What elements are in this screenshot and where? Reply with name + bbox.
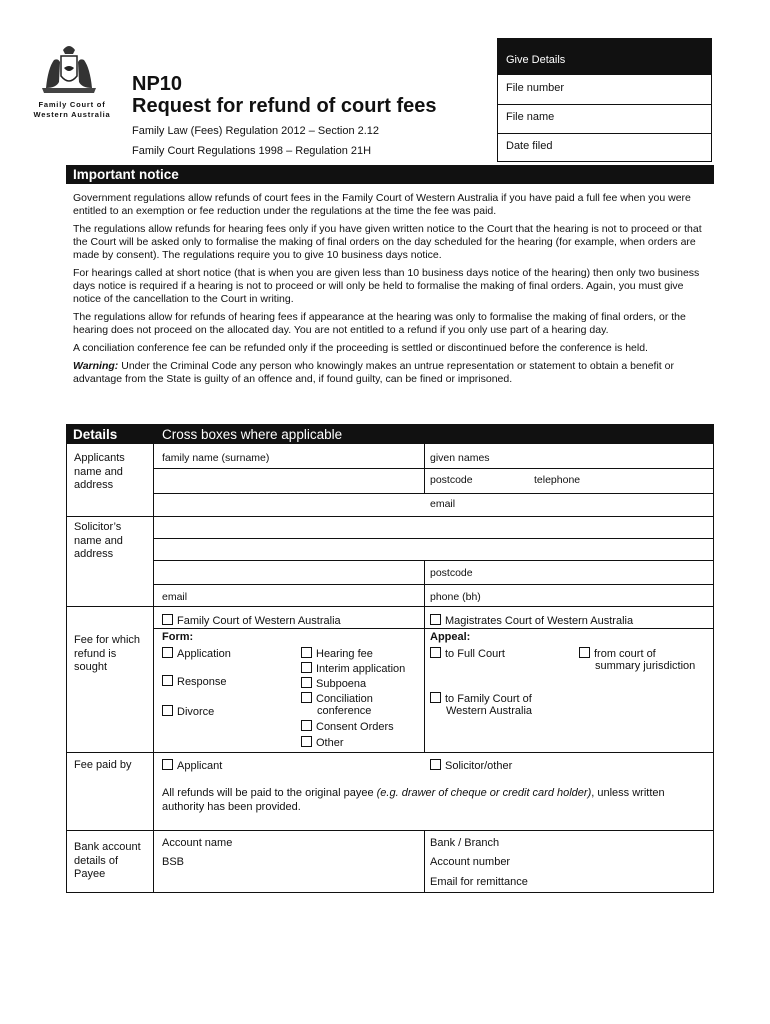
consent-orders-label: Consent Orders bbox=[316, 721, 394, 733]
form-section-label: Form: bbox=[162, 631, 194, 643]
divorce-checkbox[interactable] bbox=[162, 705, 173, 716]
account-name-field[interactable] bbox=[154, 831, 424, 851]
bsb-field[interactable] bbox=[154, 851, 424, 871]
important-notice-heading: Important notice bbox=[73, 167, 179, 182]
solicitor-other-label: Solicitor/other bbox=[445, 760, 513, 772]
bank-branch-field[interactable] bbox=[425, 831, 713, 851]
date-filed-label: Date filed bbox=[506, 140, 553, 152]
notice-paragraph-4: The regulations allow for refunds of hearing fees if appearance at the hearing was only to formalise the making of final orders, or the hearing does not proceed on the allocated day. You are not entitled to a refund if you only use part of a hearing day. bbox=[73, 311, 686, 336]
divorce-label: Divorce bbox=[177, 706, 215, 718]
solicitor-other-option[interactable] bbox=[430, 759, 512, 773]
bank-details-label: Bank account details of Payee bbox=[74, 841, 141, 880]
subpoena-option[interactable] bbox=[301, 677, 366, 691]
to-fcwa-label-line2: Western Australia bbox=[446, 705, 533, 717]
other-label: Other bbox=[316, 737, 344, 749]
applicant-paid-label: Applicant bbox=[177, 760, 223, 772]
give-details-box bbox=[497, 38, 712, 162]
account-number-label: Account number bbox=[430, 856, 511, 868]
given-names-field[interactable] bbox=[425, 446, 713, 468]
family-name-label: family name (surname) bbox=[162, 452, 270, 464]
given-names-label: given names bbox=[430, 452, 490, 464]
solicitor-phone-field[interactable] bbox=[425, 585, 713, 606]
consent-orders-checkbox[interactable] bbox=[301, 720, 312, 731]
solicitor-email-field[interactable] bbox=[154, 585, 424, 606]
account-number-field[interactable] bbox=[425, 851, 713, 871]
solicitor-name-field[interactable] bbox=[154, 517, 713, 538]
regulation-ref-2: Family Court Regulations 1998 – Regulation 21H bbox=[132, 145, 372, 157]
fcwa-option[interactable] bbox=[162, 614, 341, 628]
details-heading: Details bbox=[73, 427, 118, 442]
file-number-label: File number bbox=[506, 82, 565, 94]
bsb-label: BSB bbox=[162, 856, 185, 868]
from-court-label: from court of bbox=[594, 648, 656, 660]
applicant-option[interactable] bbox=[162, 759, 222, 773]
conciliation-checkbox[interactable] bbox=[301, 692, 312, 703]
postcode-label: postcode bbox=[430, 474, 473, 486]
interim-application-label: Interim application bbox=[316, 663, 406, 675]
remittance-email-field[interactable] bbox=[425, 871, 713, 892]
divorce-option[interactable] bbox=[162, 705, 214, 719]
org-name-line1: Family Court of bbox=[38, 100, 106, 109]
interim-application-option[interactable] bbox=[301, 662, 405, 676]
hearing-fee-option[interactable] bbox=[301, 647, 373, 661]
consent-orders-option[interactable] bbox=[301, 720, 394, 734]
application-checkbox[interactable] bbox=[162, 647, 173, 658]
to-fcwa-option[interactable] bbox=[430, 692, 532, 706]
file-number-field[interactable] bbox=[570, 75, 711, 104]
hearing-fee-label: Hearing fee bbox=[316, 648, 373, 660]
interim-application-checkbox[interactable] bbox=[301, 662, 312, 673]
org-name bbox=[24, 100, 120, 120]
refund-note-italic: (e.g. drawer of cheque or credit card holder) bbox=[376, 787, 592, 799]
notice-paragraph-3: For hearings called at short notice (that is when you are given less than 10 business days notice of the hearing) then only two business days notice is required if a hearing is not to proceed or will only be held to formalise the making of final orders. Again, you must give notice of the cancellation to the Court in writing. bbox=[73, 267, 700, 305]
email-label: email bbox=[430, 498, 456, 510]
to-fcwa-checkbox[interactable] bbox=[430, 692, 441, 703]
address-field[interactable] bbox=[154, 469, 424, 493]
file-name-field[interactable] bbox=[570, 104, 711, 133]
solicitor-email-label: email bbox=[162, 591, 188, 603]
appeal-section-label: Appeal: bbox=[430, 631, 471, 643]
mcwa-label: Magistrates Court of Western Australia bbox=[445, 615, 634, 627]
refund-note-text-2: , unless written authority has been provided. bbox=[162, 787, 665, 813]
applicant-checkbox[interactable] bbox=[162, 759, 173, 770]
file-name-label: File name bbox=[506, 111, 555, 123]
telephone-label: telephone bbox=[534, 474, 581, 486]
form-title: Request for refund of court fees bbox=[132, 95, 437, 117]
conciliation-option[interactable] bbox=[301, 692, 373, 706]
other-checkbox[interactable] bbox=[301, 736, 312, 747]
fcwa-checkbox[interactable] bbox=[162, 614, 173, 625]
form-code: NP10 bbox=[132, 73, 183, 95]
warning-paragraph bbox=[73, 360, 703, 386]
subpoena-label: Subpoena bbox=[316, 678, 367, 690]
application-label: Application bbox=[177, 648, 231, 660]
notice-paragraph-2: The regulations allow refunds for hearing fees only if you have given written notice to the Court that the hearing is not to proceed or that the Court will be asked only to formalise the making of final orders on the day scheduled for the hearing (for example, when orders are made by consent). The regulations require you to give 10 business days notice. bbox=[73, 223, 702, 261]
notice-paragraph-5: A conciliation conference fee can be refunded only if the proceeding is settled or discontinued before the conference is held. bbox=[73, 342, 648, 354]
mcwa-checkbox[interactable] bbox=[430, 614, 441, 625]
response-checkbox[interactable] bbox=[162, 675, 173, 686]
to-full-court-option[interactable] bbox=[430, 647, 505, 661]
date-filed-field[interactable] bbox=[570, 133, 711, 161]
bank-branch-label: Bank / Branch bbox=[430, 837, 500, 849]
to-full-court-label: to Full Court bbox=[445, 648, 505, 660]
fee-paid-by-label: Fee paid by bbox=[74, 759, 132, 771]
mcwa-option[interactable] bbox=[430, 614, 633, 628]
solicitor-postcode-label: postcode bbox=[430, 567, 473, 579]
from-court-label-line2: summary jurisdiction bbox=[595, 660, 696, 672]
warning-label: Warning: bbox=[73, 360, 119, 372]
solicitor-other-checkbox[interactable] bbox=[430, 759, 441, 770]
response-label: Response bbox=[177, 676, 227, 688]
fee-sought-label: Fee for which refund is sought bbox=[74, 634, 141, 673]
regulation-ref-1: Family Law (Fees) Regulation 2012 – Section 2.12 bbox=[132, 125, 380, 137]
solicitor-phone-label: phone (bh) bbox=[430, 591, 481, 603]
refund-note-text-1: All refunds will be paid to the original payee bbox=[162, 787, 377, 799]
application-option[interactable] bbox=[162, 647, 231, 661]
conciliation-label: Conciliation bbox=[316, 693, 373, 705]
solicitor-label: Solicitor’s name and address bbox=[74, 521, 123, 560]
hearing-fee-checkbox[interactable] bbox=[301, 647, 312, 658]
warning-text: Under the Criminal Code any person who knowingly makes an untrue representation or statement to obtain a benefit or advantage from the State is guilty of an offence and, if found guilty, can be fined or imprisoned. bbox=[73, 360, 674, 385]
org-name-line2: Western Australia bbox=[33, 110, 111, 119]
solicitor-address-field[interactable] bbox=[154, 539, 713, 560]
account-name-label: Account name bbox=[162, 837, 233, 849]
to-fcwa-label: to Family Court of bbox=[445, 693, 532, 705]
fcwa-label: Family Court of Western Australia bbox=[177, 615, 341, 627]
details-subheading: Cross boxes where applicable bbox=[162, 427, 343, 442]
conciliation-label-line2: conference bbox=[317, 705, 372, 717]
family-name-field[interactable] bbox=[154, 446, 424, 468]
response-option[interactable] bbox=[162, 675, 227, 689]
notice-text bbox=[73, 192, 703, 391]
remittance-email-label: Email for remittance bbox=[430, 876, 528, 888]
applicant-label: Applicants name and address bbox=[74, 452, 125, 491]
to-full-court-checkbox[interactable] bbox=[430, 647, 441, 658]
coat-of-arms-icon bbox=[36, 38, 102, 96]
notice-paragraph-1: Government regulations allow refunds of court fees in the Family Court of Western Australia if you have paid a full fee when you were entitled to an exemption or fee reduction under the regulations at the time the fee was paid. bbox=[73, 192, 691, 217]
from-court-checkbox[interactable] bbox=[579, 647, 590, 658]
refund-note bbox=[162, 787, 707, 814]
other-option[interactable] bbox=[301, 736, 344, 750]
from-court-option[interactable] bbox=[579, 647, 656, 661]
give-details-header: Give Details bbox=[498, 39, 711, 75]
subpoena-checkbox[interactable] bbox=[301, 677, 312, 688]
email-field[interactable] bbox=[425, 494, 713, 516]
